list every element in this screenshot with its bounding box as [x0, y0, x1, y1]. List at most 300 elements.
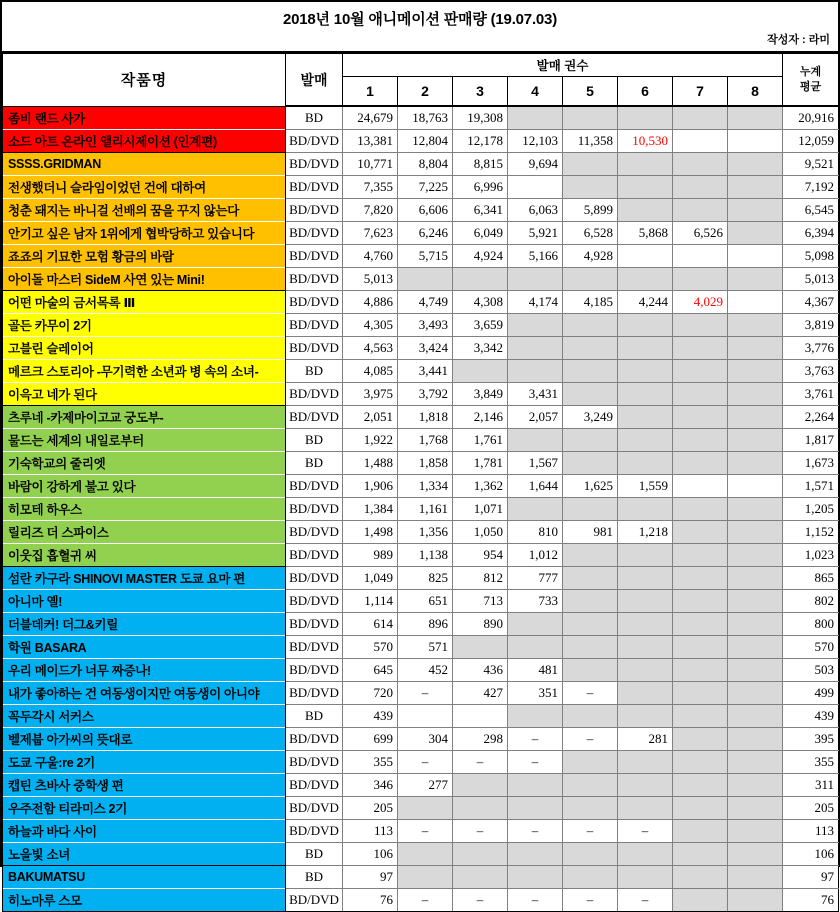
row-media-format: BD/DVD	[286, 498, 343, 521]
row-volume-5-value	[563, 337, 618, 360]
row-volume-6-value	[618, 751, 673, 774]
row-title: 전생했더니 슬라임이었던 건에 대하여	[3, 176, 286, 199]
row-volume-6-value	[618, 153, 673, 176]
row-volume-8-value	[728, 222, 783, 245]
row-volume-7-value	[673, 751, 728, 774]
row-title: 고블린 슬레이어	[3, 337, 286, 360]
row-average-value: 1,673	[783, 452, 839, 475]
row-volume-5-value	[563, 544, 618, 567]
table-row	[3, 659, 839, 682]
row-volume-8-value	[728, 774, 783, 797]
row-volume-2-value: 3,441	[398, 360, 453, 383]
row-volume-1-value: 355	[343, 751, 398, 774]
row-volume-5-value	[563, 843, 618, 866]
row-volume-7-value	[673, 774, 728, 797]
row-volume-4-value: –	[508, 889, 563, 912]
row-average-value: 4,367	[783, 291, 839, 314]
row-volume-7-value	[673, 544, 728, 567]
row-volume-5-value: –	[563, 889, 618, 912]
table-row	[3, 176, 839, 199]
row-volume-4-value	[508, 636, 563, 659]
row-title: 우주전함 티라미스 2기	[3, 797, 286, 820]
row-volume-4-value	[508, 314, 563, 337]
table-header	[3, 54, 839, 107]
row-volume-8-value	[728, 383, 783, 406]
row-media-format: BD/DVD	[286, 199, 343, 222]
row-volume-5-value	[563, 176, 618, 199]
row-volume-1-value: 76	[343, 889, 398, 912]
row-volume-4-value	[508, 498, 563, 521]
row-volume-6-value: 1,559	[618, 475, 673, 498]
row-volume-1-value: 720	[343, 682, 398, 705]
row-volume-1-value: 4,760	[343, 245, 398, 268]
column-header-volume-6: 6	[618, 77, 673, 107]
row-volume-3-value: 1,761	[453, 429, 508, 452]
row-volume-3-value: 4,924	[453, 245, 508, 268]
row-volume-1-value: 97	[343, 866, 398, 889]
row-volume-1-value: 10,771	[343, 153, 398, 176]
row-volume-4-value	[508, 337, 563, 360]
row-volume-1-value: 699	[343, 728, 398, 751]
row-volume-7-value	[673, 613, 728, 636]
page-title: 2018년 10월 애니메이션 판매량 (19.07.03)	[282, 11, 557, 28]
row-volume-2-value: 1,356	[398, 521, 453, 544]
row-volume-7-value	[673, 682, 728, 705]
row-volume-7-value	[673, 337, 728, 360]
row-volume-6-value	[618, 106, 673, 130]
row-media-format: BD/DVD	[286, 820, 343, 843]
row-volume-4-value: 5,921	[508, 222, 563, 245]
row-media-format: BD/DVD	[286, 222, 343, 245]
row-volume-7-value	[673, 176, 728, 199]
row-volume-3-value: 4,308	[453, 291, 508, 314]
row-volume-2-value	[398, 705, 453, 728]
row-average-value: 6,545	[783, 199, 839, 222]
row-volume-1-value: 4,085	[343, 360, 398, 383]
row-volume-4-value: 2,057	[508, 406, 563, 429]
row-volume-7-value	[673, 521, 728, 544]
row-volume-1-value: 5,013	[343, 268, 398, 291]
row-volume-7-value	[673, 889, 728, 912]
row-volume-2-value: –	[398, 682, 453, 705]
row-volume-7-value	[673, 153, 728, 176]
row-volume-8-value	[728, 268, 783, 291]
row-volume-7-value	[673, 866, 728, 889]
table-row	[3, 130, 839, 153]
row-volume-3-value: 1,362	[453, 475, 508, 498]
column-header-volume-8: 8	[728, 77, 783, 107]
title-bar	[2, 2, 838, 53]
row-volume-5-value	[563, 567, 618, 590]
row-volume-4-value: 351	[508, 682, 563, 705]
row-volume-8-value	[728, 176, 783, 199]
table-row	[3, 406, 839, 429]
row-volume-6-value: 1,218	[618, 521, 673, 544]
table-row	[3, 429, 839, 452]
row-average-value: 113	[783, 820, 839, 843]
table-row	[3, 245, 839, 268]
row-volume-3-value: 427	[453, 682, 508, 705]
row-volume-5-value	[563, 268, 618, 291]
column-header-media: 발매	[286, 54, 343, 107]
row-volume-4-value: –	[508, 728, 563, 751]
row-volume-8-value	[728, 429, 783, 452]
row-volume-2-value: –	[398, 889, 453, 912]
row-volume-4-value	[508, 268, 563, 291]
row-volume-6-value	[618, 866, 673, 889]
row-media-format: BD/DVD	[286, 176, 343, 199]
row-volume-3-value	[453, 843, 508, 866]
row-title: 꼭두각시 서커스	[3, 705, 286, 728]
table-row	[3, 889, 839, 912]
column-header-volume-4: 4	[508, 77, 563, 107]
average-label-line1: 누계	[799, 65, 822, 78]
row-average-value: 20,916	[783, 106, 839, 130]
column-header-volume-2: 2	[398, 77, 453, 107]
row-title: 바람이 강하게 불고 있다	[3, 475, 286, 498]
row-title: 더블데커! 더그&키릴	[3, 613, 286, 636]
row-media-format: BD/DVD	[286, 521, 343, 544]
row-volume-1-value: 205	[343, 797, 398, 820]
table-row	[3, 452, 839, 475]
table-row	[3, 268, 839, 291]
row-volume-2-value: 1,334	[398, 475, 453, 498]
row-volume-1-value: 4,563	[343, 337, 398, 360]
row-media-format: BD/DVD	[286, 590, 343, 613]
row-media-format: BD/DVD	[286, 153, 343, 176]
row-volume-1-value: 7,820	[343, 199, 398, 222]
header-row-1	[3, 54, 839, 77]
row-volume-7-value	[673, 636, 728, 659]
row-volume-6-value	[618, 682, 673, 705]
row-title: 죠죠의 기묘한 모험 황금의 바람	[3, 245, 286, 268]
row-volume-7-value	[673, 843, 728, 866]
row-volume-4-value: 1,567	[508, 452, 563, 475]
row-volume-2-value: 18,763	[398, 106, 453, 130]
row-volume-2-value: 1,818	[398, 406, 453, 429]
row-volume-4-value	[508, 866, 563, 889]
row-volume-8-value	[728, 199, 783, 222]
row-media-format: BD/DVD	[286, 314, 343, 337]
row-volume-6-value	[618, 774, 673, 797]
row-title: 학원 BASARA	[3, 636, 286, 659]
row-volume-7-value	[673, 314, 728, 337]
table-row	[3, 153, 839, 176]
table-row	[3, 383, 839, 406]
row-average-value: 311	[783, 774, 839, 797]
row-volume-6-value	[618, 406, 673, 429]
table-row	[3, 843, 839, 866]
row-volume-8-value	[728, 728, 783, 751]
row-volume-5-value	[563, 613, 618, 636]
row-average-value: 1,023	[783, 544, 839, 567]
row-volume-6-value	[618, 268, 673, 291]
row-volume-2-value	[398, 843, 453, 866]
row-volume-7-value	[673, 797, 728, 820]
row-media-format: BD/DVD	[286, 475, 343, 498]
row-volume-2-value	[398, 797, 453, 820]
row-volume-7-value	[673, 268, 728, 291]
row-volume-1-value: 3,975	[343, 383, 398, 406]
row-volume-8-value	[728, 889, 783, 912]
row-volume-3-value: 6,341	[453, 199, 508, 222]
row-volume-6-value	[618, 544, 673, 567]
row-title: 물드는 세계의 내일로부터	[3, 429, 286, 452]
row-title: 소드 아트 온라인 앨리시제이션 (인계편)	[3, 130, 286, 153]
row-volume-1-value: 989	[343, 544, 398, 567]
row-title: 도쿄 구울:re 2기	[3, 751, 286, 774]
row-volume-7-value	[673, 498, 728, 521]
row-volume-5-value	[563, 452, 618, 475]
row-media-format: BD	[286, 866, 343, 889]
row-media-format: BD	[286, 360, 343, 383]
row-volume-8-value	[728, 613, 783, 636]
row-media-format: BD/DVD	[286, 728, 343, 751]
row-volume-5-value: –	[563, 820, 618, 843]
row-volume-2-value	[398, 866, 453, 889]
row-media-format: BD/DVD	[286, 682, 343, 705]
row-volume-8-value	[728, 337, 783, 360]
row-media-format: BD/DVD	[286, 406, 343, 429]
row-volume-6-value	[618, 613, 673, 636]
table-row	[3, 774, 839, 797]
row-volume-2-value: 1,858	[398, 452, 453, 475]
row-volume-6-value	[618, 383, 673, 406]
row-volume-1-value: 1,488	[343, 452, 398, 475]
row-volume-4-value	[508, 429, 563, 452]
row-title: SSSS.GRIDMAN	[3, 153, 286, 176]
row-average-value: 570	[783, 636, 839, 659]
row-average-value: 205	[783, 797, 839, 820]
row-volume-5-value: 4,185	[563, 291, 618, 314]
row-volume-1-value: 1,049	[343, 567, 398, 590]
row-media-format: BD	[286, 843, 343, 866]
row-title: 하늘과 바다 사이	[3, 820, 286, 843]
row-volume-7-value: 6,526	[673, 222, 728, 245]
row-title: 히모테 하우스	[3, 498, 286, 521]
row-volume-1-value: 7,623	[343, 222, 398, 245]
row-volume-5-value	[563, 106, 618, 130]
row-volume-2-value: 7,225	[398, 176, 453, 199]
row-volume-5-value	[563, 314, 618, 337]
column-header-title: 작품명	[3, 54, 286, 107]
row-title: 메르크 스토리아 -무기력한 소년과 병 속의 소녀-	[3, 360, 286, 383]
row-volume-6-value	[618, 360, 673, 383]
row-average-value: 355	[783, 751, 839, 774]
row-volume-4-value: 5,166	[508, 245, 563, 268]
row-volume-7-value	[673, 199, 728, 222]
row-volume-8-value	[728, 475, 783, 498]
row-volume-1-value: 1,498	[343, 521, 398, 544]
row-media-format: BD/DVD	[286, 383, 343, 406]
row-volume-1-value: 439	[343, 705, 398, 728]
row-volume-1-value: 106	[343, 843, 398, 866]
row-volume-2-value: 5,715	[398, 245, 453, 268]
row-volume-3-value: 436	[453, 659, 508, 682]
row-average-value: 3,776	[783, 337, 839, 360]
row-volume-4-value: 1,012	[508, 544, 563, 567]
row-volume-4-value: –	[508, 751, 563, 774]
row-volume-2-value: 452	[398, 659, 453, 682]
row-volume-2-value: 651	[398, 590, 453, 613]
row-volume-4-value: 4,174	[508, 291, 563, 314]
row-volume-7-value	[673, 728, 728, 751]
row-media-format: BD/DVD	[286, 130, 343, 153]
row-title: 청춘 돼지는 바니걸 선배의 꿈을 꾸지 않는다	[3, 199, 286, 222]
row-volume-8-value	[728, 291, 783, 314]
row-volume-3-value: 8,815	[453, 153, 508, 176]
row-average-value: 3,763	[783, 360, 839, 383]
row-volume-7-value	[673, 130, 728, 153]
row-volume-3-value: 1,071	[453, 498, 508, 521]
table-row	[3, 682, 839, 705]
row-average-value: 802	[783, 590, 839, 613]
row-title: 어떤 마술의 금서목록 Ⅲ	[3, 291, 286, 314]
row-volume-1-value: 2,051	[343, 406, 398, 429]
row-volume-8-value	[728, 659, 783, 682]
row-media-format: BD/DVD	[286, 751, 343, 774]
row-volume-4-value: 9,694	[508, 153, 563, 176]
row-volume-1-value: 1,906	[343, 475, 398, 498]
row-volume-8-value	[728, 153, 783, 176]
row-volume-4-value	[508, 843, 563, 866]
row-volume-6-value	[618, 567, 673, 590]
row-title: 노을빛 소녀	[3, 843, 286, 866]
row-volume-3-value: 3,342	[453, 337, 508, 360]
row-volume-3-value	[453, 360, 508, 383]
row-volume-7-value	[673, 383, 728, 406]
row-volume-6-value	[618, 636, 673, 659]
table-row	[3, 291, 839, 314]
row-volume-3-value	[453, 797, 508, 820]
row-volume-6-value	[618, 429, 673, 452]
column-header-average	[783, 54, 839, 107]
row-volume-1-value: 346	[343, 774, 398, 797]
row-average-value: 1,152	[783, 521, 839, 544]
row-volume-2-value: 1,161	[398, 498, 453, 521]
row-volume-2-value: –	[398, 751, 453, 774]
row-volume-3-value: 890	[453, 613, 508, 636]
row-volume-8-value	[728, 406, 783, 429]
row-volume-6-value: 281	[618, 728, 673, 751]
row-media-format: BD	[286, 705, 343, 728]
table-row	[3, 567, 839, 590]
row-media-format: BD/DVD	[286, 889, 343, 912]
row-volume-2-value: 3,424	[398, 337, 453, 360]
column-header-volume-5: 5	[563, 77, 618, 107]
row-volume-4-value: 733	[508, 590, 563, 613]
row-volume-8-value	[728, 866, 783, 889]
row-average-value: 5,013	[783, 268, 839, 291]
row-volume-7-value	[673, 475, 728, 498]
row-volume-1-value: 24,679	[343, 106, 398, 130]
row-volume-5-value: –	[563, 682, 618, 705]
row-average-value: 76	[783, 889, 839, 912]
table-row	[3, 337, 839, 360]
row-average-value: 439	[783, 705, 839, 728]
row-volume-3-value: 1,050	[453, 521, 508, 544]
row-volume-3-value	[453, 866, 508, 889]
row-volume-6-value	[618, 314, 673, 337]
row-volume-6-value: 4,244	[618, 291, 673, 314]
column-header-volume-1: 1	[343, 77, 398, 107]
sales-table	[2, 53, 839, 912]
row-volume-3-value: –	[453, 751, 508, 774]
row-volume-4-value	[508, 705, 563, 728]
row-volume-8-value	[728, 452, 783, 475]
table-row	[3, 498, 839, 521]
row-volume-4-value: 6,063	[508, 199, 563, 222]
row-volume-6-value	[618, 590, 673, 613]
row-title: 릴리즈 더 스파이스	[3, 521, 286, 544]
row-volume-8-value	[728, 245, 783, 268]
table-row	[3, 521, 839, 544]
row-media-format: BD	[286, 452, 343, 475]
table-row	[3, 106, 839, 130]
row-title: 이윽고 네가 된다	[3, 383, 286, 406]
column-header-volume-group: 발매 권수	[343, 54, 783, 77]
row-volume-5-value	[563, 429, 618, 452]
row-volume-5-value: 6,528	[563, 222, 618, 245]
row-volume-3-value: 19,308	[453, 106, 508, 130]
row-volume-3-value	[453, 268, 508, 291]
row-average-value: 7,192	[783, 176, 839, 199]
row-volume-4-value	[508, 106, 563, 130]
row-volume-5-value	[563, 751, 618, 774]
row-average-value: 1,817	[783, 429, 839, 452]
row-title: 히노마루 스모	[3, 889, 286, 912]
row-volume-7-value	[673, 245, 728, 268]
row-average-value: 3,761	[783, 383, 839, 406]
row-volume-2-value: 825	[398, 567, 453, 590]
row-volume-3-value	[453, 705, 508, 728]
row-volume-3-value: –	[453, 820, 508, 843]
row-volume-5-value	[563, 659, 618, 682]
row-average-value: 3,819	[783, 314, 839, 337]
row-volume-7-value	[673, 705, 728, 728]
row-volume-6-value	[618, 498, 673, 521]
row-volume-8-value	[728, 498, 783, 521]
row-volume-6-value	[618, 705, 673, 728]
row-volume-5-value	[563, 636, 618, 659]
table-row	[3, 590, 839, 613]
row-volume-7-value	[673, 590, 728, 613]
row-volume-4-value: 810	[508, 521, 563, 544]
row-volume-1-value: 614	[343, 613, 398, 636]
row-volume-6-value	[618, 245, 673, 268]
row-volume-1-value: 645	[343, 659, 398, 682]
row-volume-7-value	[673, 567, 728, 590]
row-volume-4-value	[508, 797, 563, 820]
row-media-format: BD/DVD	[286, 613, 343, 636]
row-volume-6-value	[618, 452, 673, 475]
row-title: 캡틴 츠바사 중학생 편	[3, 774, 286, 797]
table-row	[3, 544, 839, 567]
row-volume-4-value	[508, 176, 563, 199]
row-volume-5-value	[563, 590, 618, 613]
row-volume-8-value	[728, 751, 783, 774]
row-volume-4-value: 1,644	[508, 475, 563, 498]
row-volume-5-value: 4,928	[563, 245, 618, 268]
row-volume-8-value	[728, 797, 783, 820]
row-volume-7-value: 4,029	[673, 291, 728, 314]
row-volume-1-value: 570	[343, 636, 398, 659]
row-volume-3-value: –	[453, 889, 508, 912]
row-volume-2-value: 277	[398, 774, 453, 797]
row-average-value: 2,264	[783, 406, 839, 429]
row-volume-4-value	[508, 774, 563, 797]
author-label: 작성자 : 라미	[767, 34, 830, 46]
